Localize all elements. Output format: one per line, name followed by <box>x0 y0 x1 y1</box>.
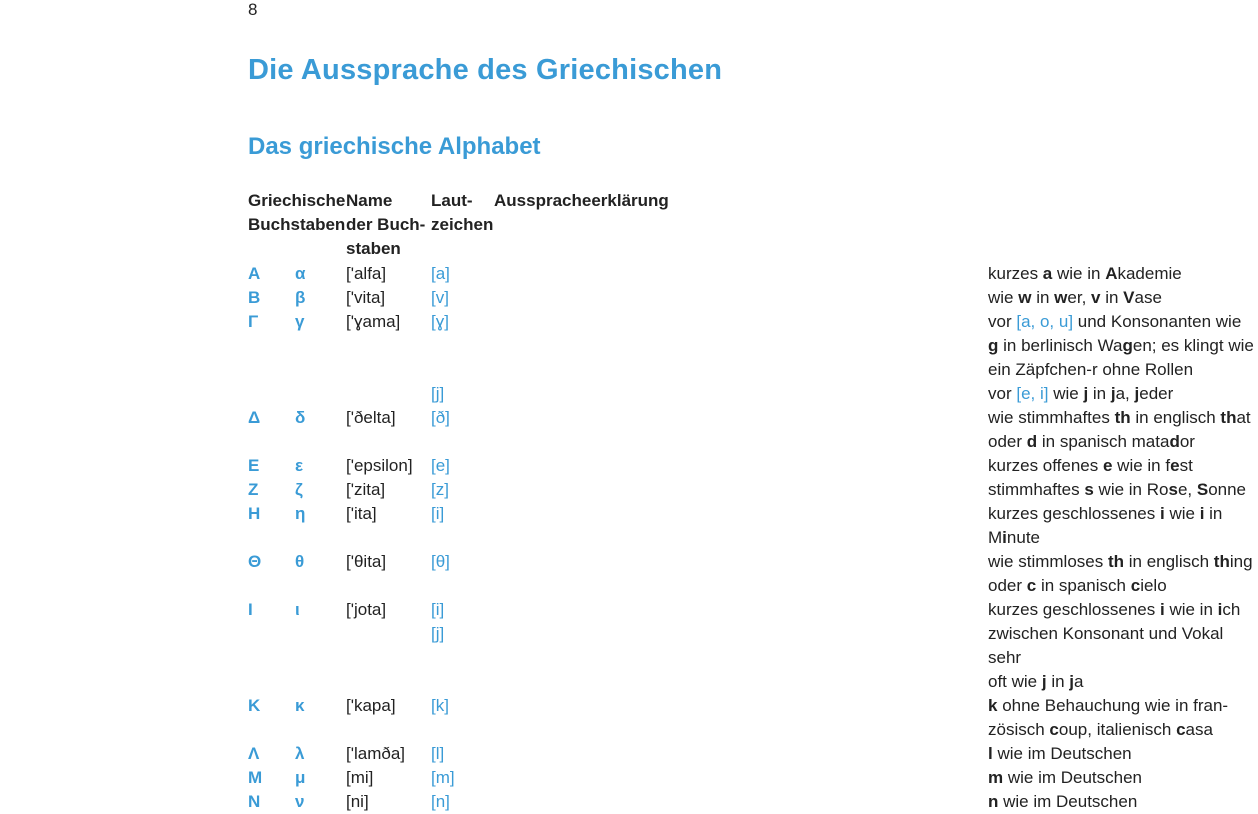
bold-highlight: j <box>1110 384 1116 403</box>
pronunciation-explanation <box>988 550 1258 598</box>
header-explanation-line: Ausspracheerklärung <box>494 191 669 210</box>
bold-highlight: S <box>1196 480 1209 499</box>
pronunciation-explanation <box>988 310 1258 382</box>
bold-highlight: th <box>1213 552 1230 571</box>
phonetic-reference: [e, i] <box>1016 384 1049 403</box>
text-segment: wie <box>1164 504 1200 523</box>
phonetic-symbol: [ɣ] <box>431 312 449 331</box>
header-name <box>346 189 425 261</box>
text-segment: vor <box>988 312 1017 331</box>
text-segment: ielo <box>1140 576 1167 595</box>
text-segment: in englisch <box>1124 552 1214 571</box>
uppercase-letter: Μ <box>248 768 263 787</box>
phonetic-symbol: [v] <box>431 288 449 307</box>
pronunciation-explanation <box>988 406 1258 454</box>
uppercase-letter: Ν <box>248 792 261 811</box>
pronunciation-explanation <box>988 262 1258 286</box>
text-segment: stimmhaftes <box>988 480 1085 499</box>
letter-name: ['ɣama] <box>346 312 401 331</box>
letter-name: ['alfa] <box>346 264 387 283</box>
bold-highlight: j <box>1041 672 1047 691</box>
bold-highlight: c <box>1130 576 1141 595</box>
text-segment: in <box>1046 672 1070 691</box>
text-segment: wie im Deutschen <box>1003 768 1143 787</box>
header-phonetic-line: Laut- <box>431 191 473 210</box>
text-segment: ohne Behauchung wie in fran- <box>997 696 1229 715</box>
text-segment: oft wie <box>988 672 1042 691</box>
pronunciation-explanation <box>988 694 1258 742</box>
text-segment: er, <box>1067 288 1092 307</box>
bold-highlight: g <box>1122 336 1133 355</box>
explanation-line <box>988 526 1258 550</box>
page-number: 8 <box>248 0 258 19</box>
lowercase-letter: ε <box>295 456 304 475</box>
pronunciation-explanation <box>988 622 1258 694</box>
lowercase-letter: ι <box>295 600 300 619</box>
uppercase-letter: Δ <box>248 408 261 427</box>
bold-highlight: j <box>1069 672 1075 691</box>
text-segment: wie stimmloses <box>988 552 1108 571</box>
bold-highlight: i <box>1159 504 1165 523</box>
pronunciation-explanation <box>988 502 1258 550</box>
uppercase-letter: Α <box>248 264 261 283</box>
bold-highlight: c <box>1049 720 1059 739</box>
uppercase-letter: Ε <box>248 456 260 475</box>
uppercase-letter: Γ <box>248 312 259 331</box>
lowercase-letter: δ <box>295 408 306 427</box>
table-row <box>0 310 1254 382</box>
bold-highlight: c <box>1026 576 1037 595</box>
pronunciation-explanation <box>988 598 1258 622</box>
text-segment: oder <box>988 576 1027 595</box>
text-segment: ase <box>1134 288 1162 307</box>
phonetic-symbol: [ð] <box>431 408 450 427</box>
bold-highlight: m <box>988 768 1004 787</box>
bold-highlight: th <box>1220 408 1237 427</box>
table-row <box>0 478 1247 502</box>
text-segment: kademie <box>1117 264 1182 283</box>
text-segment: vor <box>988 384 1017 403</box>
table-row <box>0 622 1224 694</box>
table-row <box>0 454 1193 478</box>
lowercase-letter: λ <box>295 744 305 763</box>
explanation-line <box>988 502 1258 526</box>
text-segment: zösisch <box>988 720 1050 739</box>
bold-highlight: A <box>1105 264 1118 283</box>
uppercase-letter: Β <box>248 288 261 307</box>
header-letters-line: Buchstaben <box>248 215 346 234</box>
header-explanation <box>494 189 669 213</box>
letter-name: ['jota] <box>346 600 387 619</box>
text-segment: kurzes geschlossenes <box>988 600 1160 619</box>
text-segment: in <box>1100 288 1124 307</box>
uppercase-letter: Η <box>248 504 261 523</box>
text-segment: wie stimmhaftes <box>988 408 1115 427</box>
page-title: Die Aussprache des Griechischen <box>248 54 723 86</box>
header-letters <box>248 189 345 237</box>
header-letters-line: Griechische <box>248 191 346 210</box>
text-segment: wie in Ro <box>1093 480 1169 499</box>
text-segment: und Konsonanten wie <box>1073 312 1242 331</box>
alphabet-table <box>0 262 1254 814</box>
bold-highlight: i <box>1199 504 1205 523</box>
letter-name: ['zita] <box>346 480 386 499</box>
explanation-line <box>988 478 1258 502</box>
section-title: Das griechische Alphabet <box>248 133 541 160</box>
uppercase-letter: Κ <box>248 696 261 715</box>
letter-name: ['kapa] <box>346 696 396 715</box>
table-row <box>0 694 1229 742</box>
text-segment: ch <box>1222 600 1241 619</box>
text-segment: in berlinisch Wa <box>998 336 1123 355</box>
explanation-line <box>988 430 1258 454</box>
header-name-line: staben <box>346 239 401 258</box>
table-row <box>0 406 1251 454</box>
letter-name: [ni] <box>346 792 369 811</box>
text-segment: onne <box>1208 480 1247 499</box>
text-segment: st <box>1179 456 1193 475</box>
text-segment: wie <box>1048 384 1084 403</box>
bold-highlight: s <box>1084 480 1094 499</box>
text-segment: nute <box>1006 528 1040 547</box>
letter-name: ['θita] <box>346 552 387 571</box>
header-phonetic-line: zeichen <box>431 215 494 234</box>
bold-highlight: l <box>988 744 993 763</box>
explanation-line <box>988 670 1258 694</box>
bold-highlight: th <box>1107 552 1125 571</box>
pronunciation-explanation <box>988 742 1258 766</box>
phonetic-symbol: [n] <box>431 792 450 811</box>
bold-highlight: k <box>988 696 998 715</box>
explanation-line <box>988 718 1258 742</box>
pronunciation-explanation <box>988 382 1258 406</box>
explanation-line <box>988 286 1258 310</box>
letter-name: ['vita] <box>346 288 386 307</box>
explanation-line <box>988 598 1258 622</box>
phonetic-symbol: [i] <box>431 504 445 523</box>
header-phonetic <box>431 189 493 237</box>
lowercase-letter: β <box>295 288 306 307</box>
bold-highlight: n <box>988 792 999 811</box>
header-name-line: Name <box>346 191 393 210</box>
table-row <box>0 742 1132 766</box>
letter-name: ['ðelta] <box>346 408 396 427</box>
bold-highlight: d <box>1169 432 1180 451</box>
uppercase-letter: Θ <box>248 552 262 571</box>
letter-name: ['lamða] <box>346 744 405 763</box>
phonetic-symbol: [a] <box>431 264 450 283</box>
phonetic-reference: [a, o, u] <box>1016 312 1074 331</box>
phonetic-symbol: [z] <box>431 480 449 499</box>
table-row <box>0 598 1241 622</box>
bold-highlight: j <box>1134 384 1140 403</box>
lowercase-letter: θ <box>295 552 305 571</box>
text-segment: wie im Deutschen <box>998 792 1138 811</box>
text-segment: in englisch <box>1130 408 1221 427</box>
bold-highlight: i <box>1217 600 1223 619</box>
phonetic-symbol: [i] <box>431 600 445 619</box>
explanation-line <box>988 262 1258 286</box>
text-segment: M <box>988 528 1003 547</box>
pronunciation-explanation <box>988 766 1258 790</box>
bold-highlight: g <box>988 336 999 355</box>
text-segment: wie in <box>1164 600 1218 619</box>
explanation-line <box>988 766 1258 790</box>
bold-highlight: c <box>1176 720 1186 739</box>
text-segment: wie in <box>1052 264 1106 283</box>
text-segment: kurzes <box>988 264 1043 283</box>
phonetic-symbol: [l] <box>431 744 445 763</box>
bold-highlight: s <box>1168 480 1178 499</box>
text-segment: wie im Deutschen <box>992 744 1132 763</box>
text-segment: in <box>1204 504 1223 523</box>
bold-highlight: w <box>1018 288 1032 307</box>
lowercase-letter: ζ <box>295 480 303 499</box>
lowercase-letter: γ <box>295 312 305 331</box>
phonetic-symbol: [e] <box>431 456 450 475</box>
text-segment: in spanisch <box>1036 576 1131 595</box>
bold-highlight: V <box>1123 288 1135 307</box>
text-segment: e, <box>1177 480 1197 499</box>
explanation-line <box>988 454 1258 478</box>
bold-highlight: i <box>1002 528 1007 547</box>
table-row <box>0 382 1174 406</box>
text-segment: eder <box>1139 384 1174 403</box>
text-segment: oder <box>988 432 1027 451</box>
table-row <box>0 502 1223 550</box>
bold-highlight: th <box>1114 408 1131 427</box>
bold-highlight: e <box>1170 456 1180 475</box>
phonetic-symbol: [j] <box>431 384 445 403</box>
pronunciation-explanation <box>988 478 1258 502</box>
text-segment: a <box>1074 672 1084 691</box>
phonetic-symbol: [θ] <box>431 552 450 571</box>
explanation-line <box>988 358 1258 382</box>
text-segment: at <box>1236 408 1251 427</box>
explanation-line <box>988 550 1258 574</box>
explanation-line <box>988 310 1258 334</box>
lowercase-letter: α <box>295 264 306 283</box>
text-segment: ing <box>1229 552 1253 571</box>
phonetic-symbol: [k] <box>431 696 449 715</box>
text-segment: in <box>1031 288 1055 307</box>
explanation-line <box>988 406 1258 430</box>
lowercase-letter: μ <box>295 768 306 787</box>
uppercase-letter: Λ <box>248 744 260 763</box>
text-segment: kurzes geschlossenes <box>988 504 1160 523</box>
uppercase-letter: Ζ <box>248 480 259 499</box>
explanation-line <box>988 790 1258 814</box>
header-name-line: der Buch- <box>346 215 426 234</box>
lowercase-letter: κ <box>295 696 305 715</box>
text-segment: in spanisch mata <box>1037 432 1170 451</box>
text-segment: in <box>1088 384 1111 403</box>
phonetic-symbol: [j] <box>431 624 445 643</box>
bold-highlight: a <box>1042 264 1053 283</box>
text-segment: wie <box>988 288 1019 307</box>
letter-name: [mi] <box>346 768 374 787</box>
text-segment: oup, italienisch <box>1058 720 1177 739</box>
text-segment: en; es klingt wie <box>1132 336 1254 355</box>
letter-name: ['ita] <box>346 504 377 523</box>
table-row <box>0 550 1253 598</box>
bold-highlight: e <box>1102 456 1113 475</box>
text-segment: kurzes offenes <box>988 456 1103 475</box>
explanation-line <box>988 694 1258 718</box>
pronunciation-explanation <box>988 790 1258 814</box>
bold-highlight: d <box>1026 432 1038 451</box>
bold-highlight: w <box>1054 288 1068 307</box>
table-row <box>0 286 1162 310</box>
text-segment: a, <box>1115 384 1135 403</box>
lowercase-letter: ν <box>295 792 305 811</box>
pronunciation-explanation <box>988 286 1258 310</box>
letter-name: ['epsilon] <box>346 456 413 475</box>
text-segment: or <box>1179 432 1195 451</box>
text-segment: zwischen Konsonant und Vokal sehr <box>988 624 1224 667</box>
phonetic-symbol: [m] <box>431 768 455 787</box>
bold-highlight: i <box>1159 600 1165 619</box>
text-segment: ein Zäpfchen-r ohne Rollen <box>988 360 1194 379</box>
pronunciation-explanation <box>988 454 1258 478</box>
explanation-line <box>988 334 1258 358</box>
text-segment: asa <box>1185 720 1213 739</box>
explanation-line <box>988 742 1258 766</box>
table-row <box>0 766 1143 790</box>
explanation-line <box>988 574 1258 598</box>
table-row <box>0 262 1182 286</box>
uppercase-letter: Ι <box>248 600 253 619</box>
table-row <box>0 790 1138 814</box>
bold-highlight: v <box>1091 288 1101 307</box>
lowercase-letter: η <box>295 504 306 523</box>
explanation-line <box>988 382 1258 406</box>
text-segment: wie in f <box>1112 456 1171 475</box>
bold-highlight: j <box>1083 384 1089 403</box>
explanation-line <box>988 622 1258 670</box>
